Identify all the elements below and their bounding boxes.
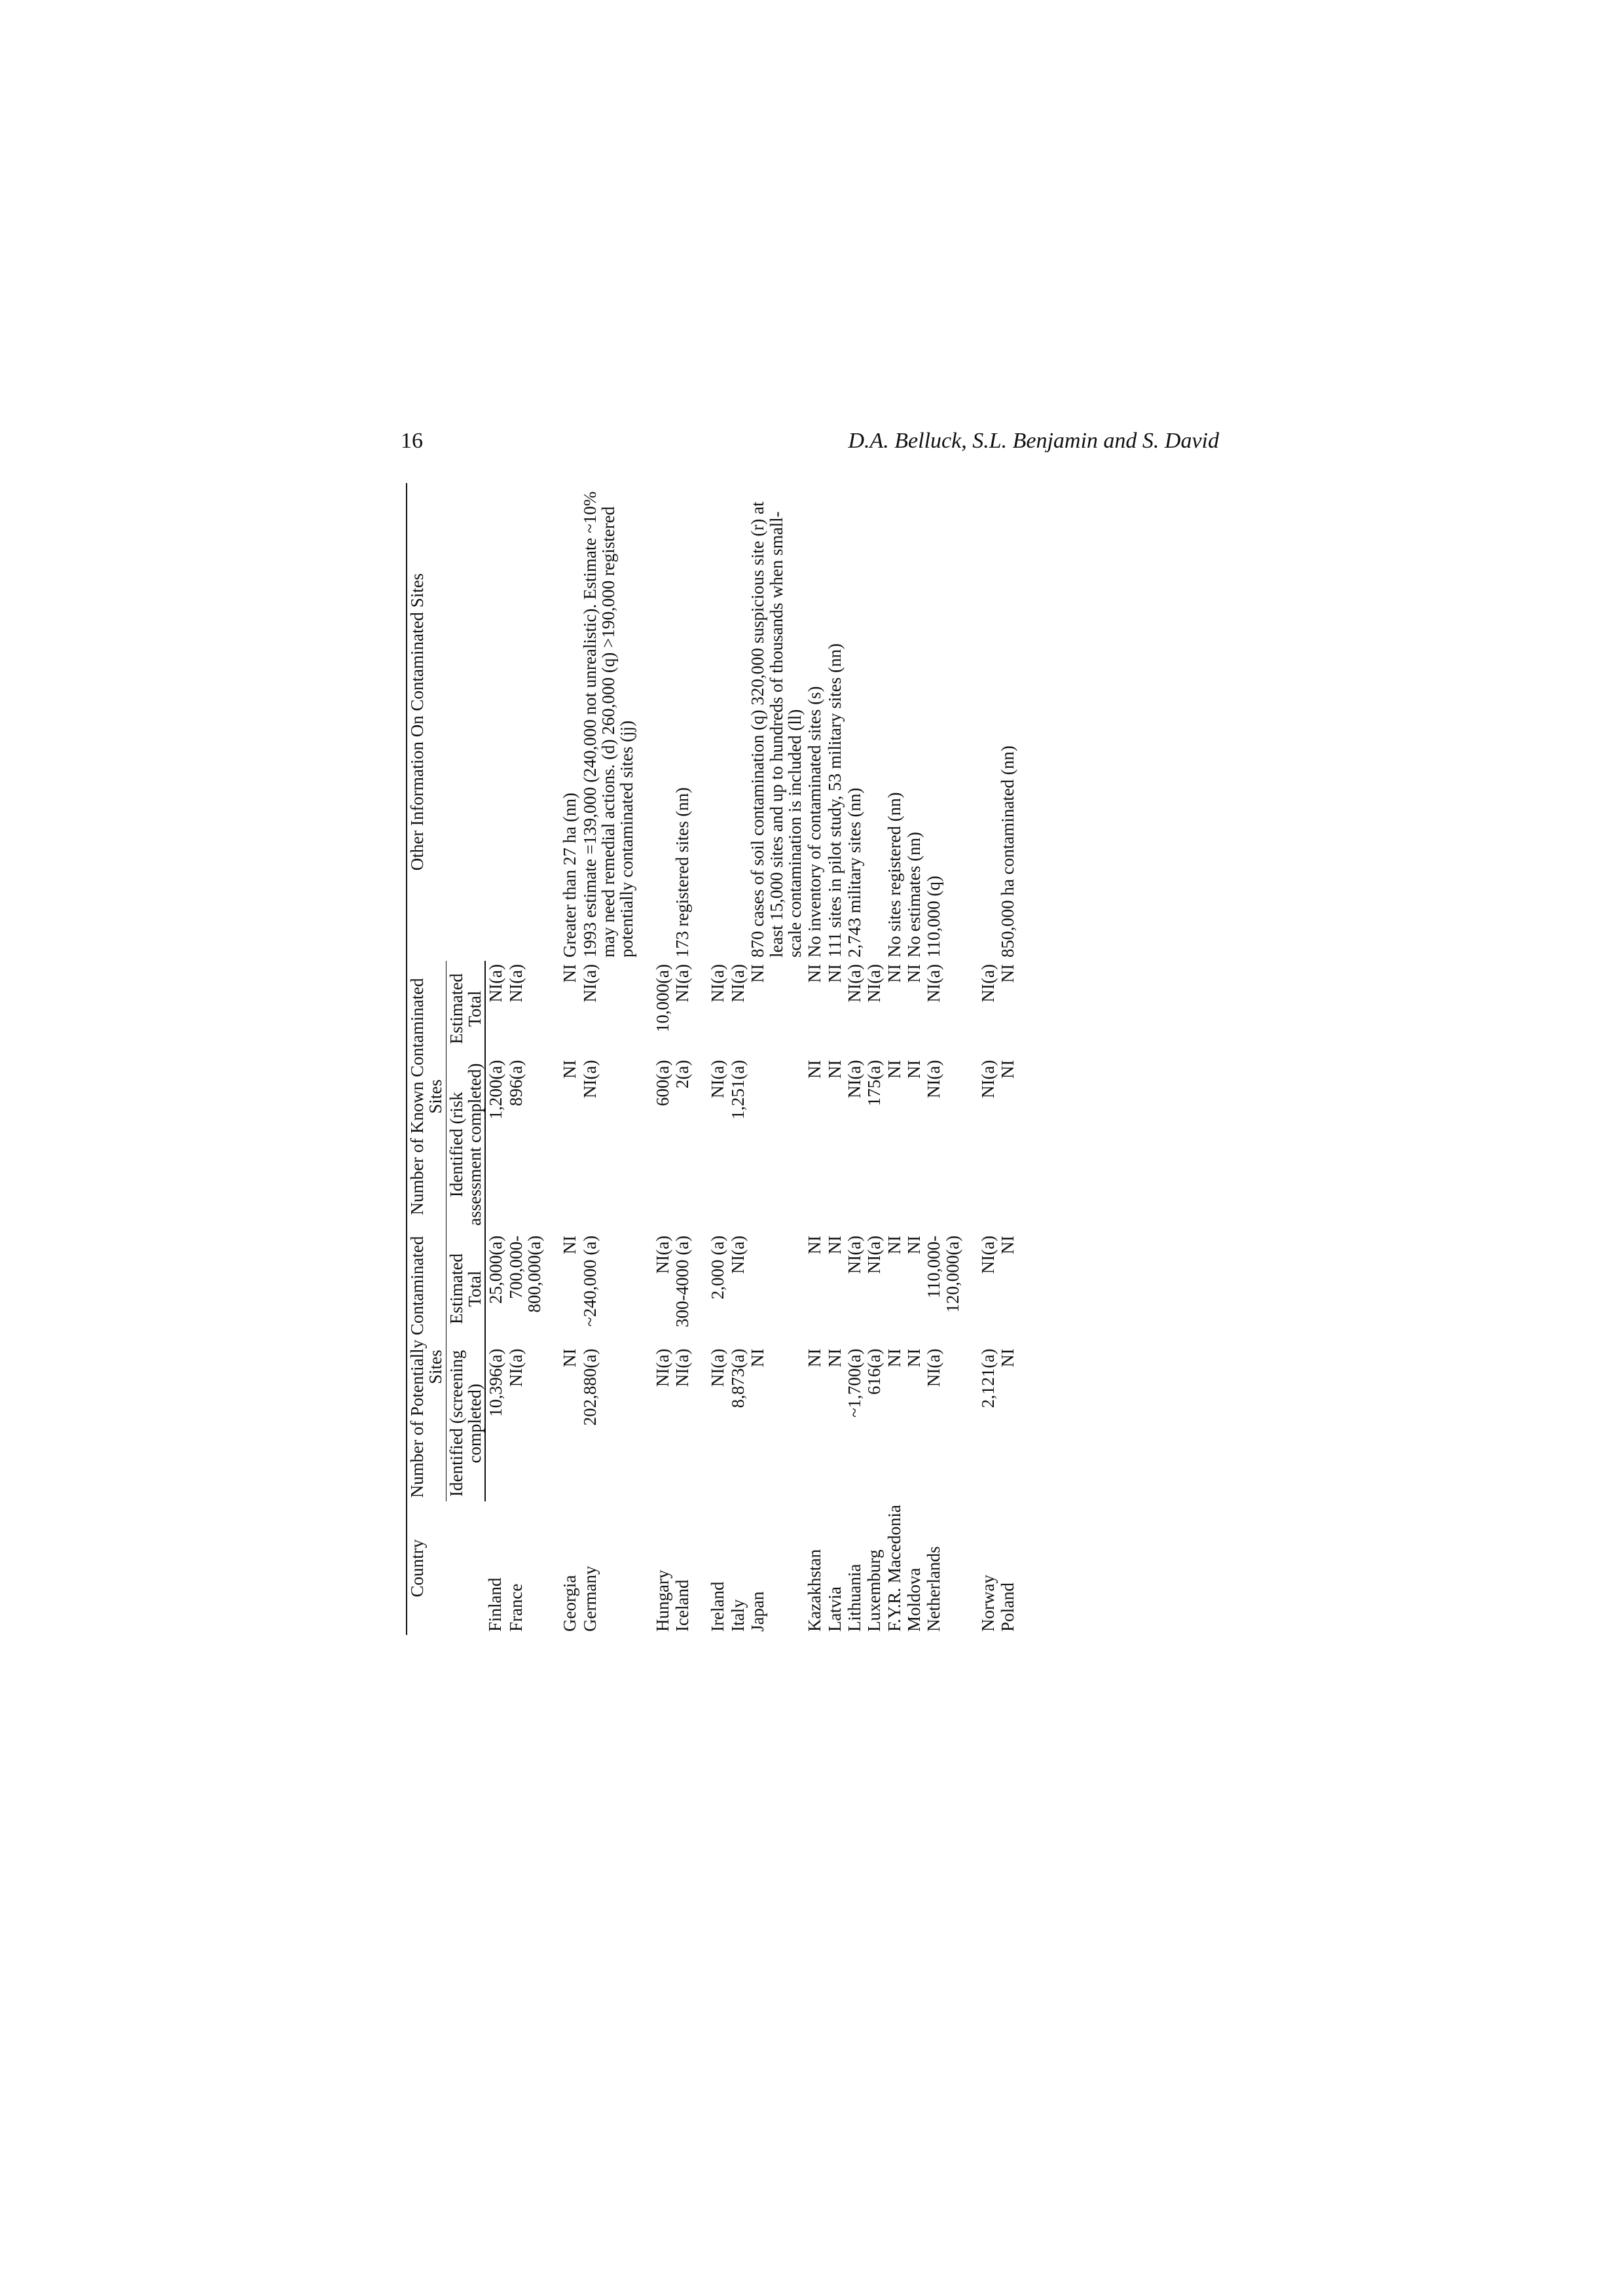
table-row: Norway 2,121(a) NI(a) NI(a) NI(a) bbox=[977, 964, 998, 1632]
table-row: Finland 10,396(a) 25,000(a) 1,200(a) NI(a) bbox=[485, 964, 506, 1632]
col-known-group: Number of Known Contaminated Sites bbox=[407, 961, 446, 1232]
table-row: Netherlands NI(a) 110,000-120,000(a) NI(a) NI(a) 110,000 (q) bbox=[924, 876, 962, 1632]
running-head: D.A. Belluck, S.L. Benjamin and S. David bbox=[848, 429, 1219, 453]
table-row: Iceland NI(a) 300-4000 (a) 2(a) NI(a) 173 registered sites (nn) bbox=[672, 787, 693, 1632]
table-row: Japan NI NI 870 cases of soil contamination (q) 320,000 suspicious site (r) at least 15,000 sites and up to hundreds of thousands when small-scale contamination is included (ll) bbox=[748, 501, 805, 1632]
col-known-estimated: Estimated Total bbox=[446, 961, 485, 1057]
table-row: Italy 8,873(a) NI(a) 1,251(a) NI(a) bbox=[727, 964, 748, 1632]
table-row: Poland NI NI NI NI 850,000 ha contaminated (nn) bbox=[998, 745, 1018, 1632]
col-potential-group: Number of Potentially Contaminated Sites bbox=[407, 1232, 446, 1501]
table-row: Georgia NI NI NI NI Greater than 27 ha (nn) bbox=[560, 793, 580, 1632]
col-potential-estimated: Estimated Total bbox=[446, 1232, 485, 1346]
col-potential-identified: Identified (screening completed) bbox=[446, 1345, 485, 1501]
col-known-identified: Identified (risk assessment completed) bbox=[446, 1057, 485, 1232]
table-row: Kazakhstan NI NI NI NI No inventory of contaminated sites (s) bbox=[805, 686, 825, 1632]
rotated-table bbox=[406, 483, 1224, 1635]
table-row: Moldova NI NI NI NI No estimates (nn) bbox=[903, 832, 924, 1632]
table-row: France NI(a) 700,000-800,000(a) 896(a) NI(a) bbox=[505, 964, 545, 1632]
table-row: Hungary NI(a) NI(a) 600(a) 10,000(a) bbox=[652, 964, 672, 1632]
table-row: Latvia NI NI NI NI 111 sites in pilot study, 53 military sites (nn) bbox=[824, 643, 845, 1632]
col-other: Other Information On Contaminated Sites bbox=[407, 483, 485, 961]
table-row: Germany 202,880(a) ~240,000 (a) NI(a) NI(a) 1993 estimate =139,000 (240,000 not unrealistic). Estimate ~10% may need remedial actions. (d) 260,000 (q) >190,000 registered potentially contaminated sites (jj) bbox=[579, 491, 637, 1632]
col-country: Country bbox=[407, 1501, 485, 1635]
table-row: Luxemburg 616(a) NI(a) 175(a) NI(a) bbox=[864, 964, 884, 1632]
contaminated-sites-table bbox=[406, 483, 1018, 1635]
table-row: Lithuania ~1,700(a) NI(a) NI(a) NI(a) 2,743 military sites (nn) bbox=[844, 787, 864, 1632]
page-number: 16 bbox=[401, 429, 423, 453]
table-row: Ireland NI(a) 2,000 (a) NI(a) NI(a) bbox=[708, 964, 728, 1632]
table-row: F.Y.R. Macedonia NI NI NI NI No sites registered (nn) bbox=[884, 792, 904, 1632]
